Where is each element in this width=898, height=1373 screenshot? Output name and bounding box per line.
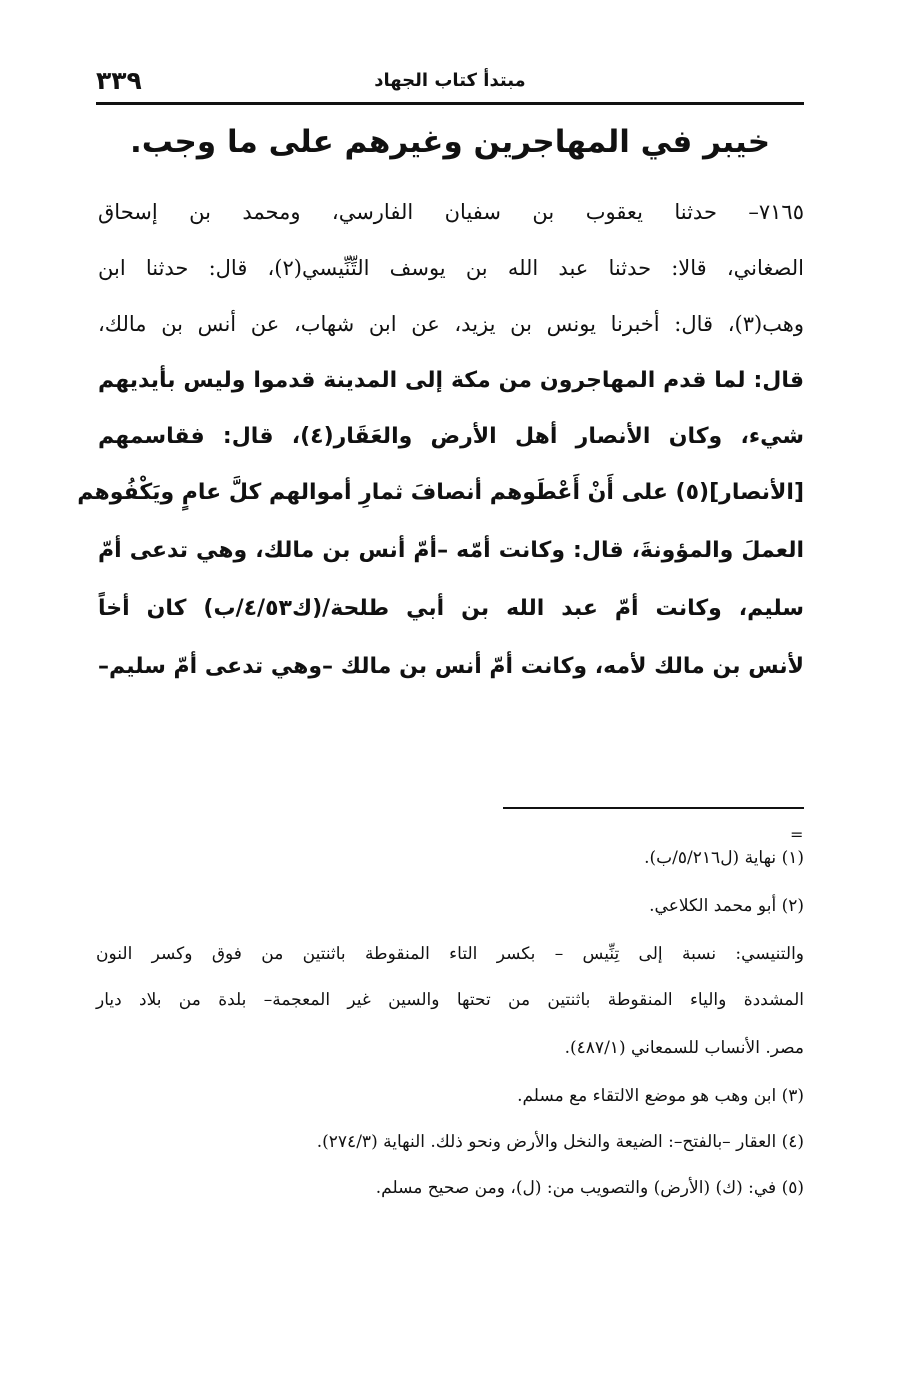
body-line: وهب(٣)، قال: أخبرنا يونس بن يزيد، عن ابن شهاب، عن أنس بن مالك، (98, 312, 804, 336)
footnote-item: (٣) ابن وهب هو موضع الالتقاء مع مسلم. (517, 1086, 804, 1106)
body-line: شيء، وكان الأنصار أهل الأرض والعَقَار(٤)، قال: فقاسمهم (98, 424, 804, 449)
footnote-item: (٥) في: (ك) (الأرض) والتصويب من: (ل)، ومن صحيح مسلم. (375, 1178, 804, 1198)
body-line: قال: لما قدم المهاجرون من مكة إلى المدينة قدموا وليس بأيديهم (98, 368, 804, 393)
footnote-continuation-mark: = (790, 825, 804, 844)
footnote-item: مصر. الأنساب للسمعاني (٤٨٧/١). (564, 1038, 804, 1058)
footnote-item: (٢) أبو محمد الكلاعي. (649, 896, 804, 916)
footnote-item: (٤) العقار –بالفتح–: الضيعة والنخل والأرض ونحو ذلك. النهاية (٢٧٤/٣). (316, 1132, 804, 1152)
footnote-item: (١) نهاية (ل٥/٢١٦/ب). (644, 848, 804, 868)
body-line: الصغاني، قالا: حدثنا عبد الله بن يوسف التِّنِّيسي(٢)، قال: حدثنا ابن (98, 256, 804, 280)
page-number: ٣٣٩ (96, 66, 142, 95)
footnote-item: المشددة والياء المنقوطة باثنتين من تحتها والسين غير المعجمة– بلدة من بلاد ديار (96, 990, 804, 1010)
body-line: ٧١٦٥– حدثنا يعقوب بن سفيان الفارسي، ومحمد بن إسحاق (98, 200, 804, 224)
running-header (96, 62, 804, 105)
body-line: [الأنصار](٥) على أَنْ أَعْطَوهم أنصافَ ثمارِ أموالهم كلَّ عامٍ ويَكْفُوهم (77, 480, 804, 505)
chapter-heading: خيبر في المهاجرين وغيرهم على ما وجب. (129, 124, 771, 160)
running-title: مبتدأ كتاب الجهاد (374, 70, 526, 91)
footnote-item: والتنيسي: نسبة إلى تِنِّيس – بكسر التاء المنقوطة باثنتين من فوق وكسر النون (96, 944, 804, 964)
footnotes (96, 840, 804, 1220)
body-line: سليم، وكانت أمّ عبد الله بن أبي طلحة/(ك٤/٥٣/ب) كان أخاً (98, 596, 804, 621)
body-line: العملَ والمؤونةَ، قال: وكانت أمّه –أمّ أنس بن مالك، وهي تدعى أمّ (98, 538, 804, 563)
body-line: لأنس بن مالك لأمه، وكانت أمّ أنس بن مالك –وهي تدعى أمّ سليم– (98, 654, 804, 679)
hadith-body (77, 190, 804, 710)
footnote-separator (503, 807, 804, 809)
